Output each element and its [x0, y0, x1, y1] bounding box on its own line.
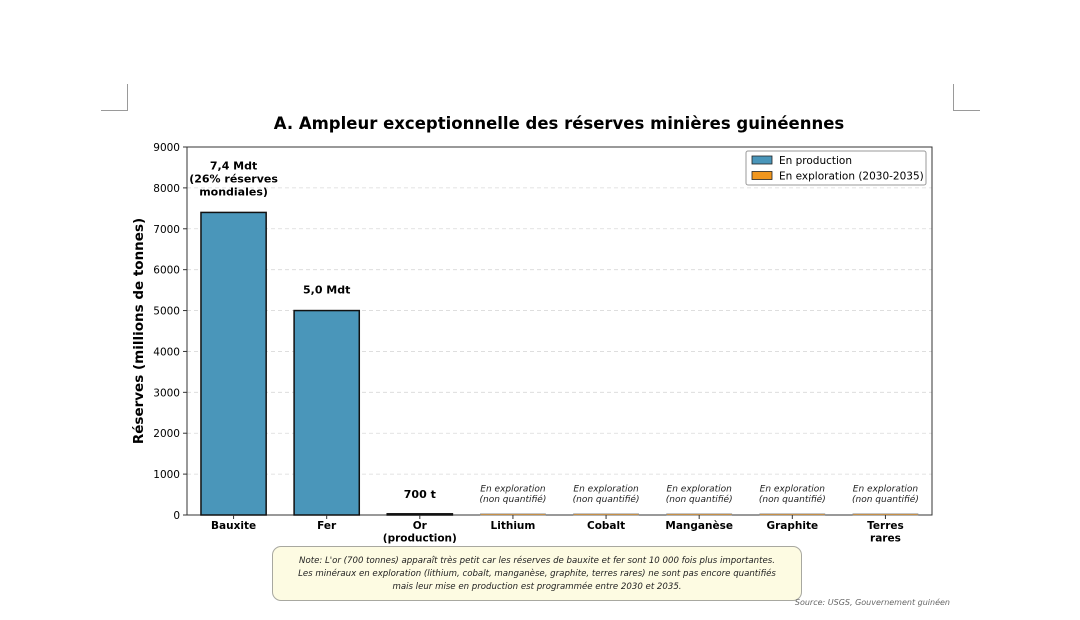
bar-lithium: [480, 514, 545, 515]
value-label: (non quantifié): [572, 495, 640, 505]
value-label: En exploration: [666, 484, 732, 495]
y-tick-label: 7000: [153, 223, 180, 236]
source-credit: Source: USGS, Gouvernement guinéen: [794, 598, 950, 607]
y-tick-label: 5000: [153, 305, 180, 318]
value-label: En exploration: [759, 484, 825, 495]
y-axis-label: Réserves (millions de tonnes): [131, 217, 147, 445]
y-tick-label: 3000: [153, 387, 180, 400]
y-tick-label: 2000: [153, 428, 180, 441]
x-tick-label: Fer: [317, 520, 337, 532]
note-line: Note: L'or (700 tonnes) apparaît très petit car les réserves de bauxite et fer sont 10 000 fois plus importantes.: [299, 556, 775, 566]
legend-label: En exploration (2030-2035): [779, 170, 924, 183]
y-tick-label: 8000: [153, 182, 180, 195]
note-line: Les minéraux en exploration (lithium, cobalt, manganèse, graphite, terres rares) ne sont pas encore quantifiés: [298, 569, 776, 579]
bar-or: [387, 514, 452, 515]
legend-swatch: [752, 172, 772, 180]
x-tick-label: rares: [870, 532, 901, 545]
bar-graphite: [760, 514, 825, 515]
value-label: (non quantifié): [758, 495, 826, 505]
bar-bauxite: [201, 212, 266, 515]
y-tick-label: 0: [173, 510, 180, 522]
legend-label: En production: [779, 155, 853, 167]
value-label: 700 t: [403, 487, 436, 501]
note-box: [272, 546, 802, 601]
bar-terres: [853, 514, 918, 515]
value-label: (26% réserves: [189, 172, 278, 186]
x-tick-label: Terres: [867, 520, 904, 532]
x-tick-label: Bauxite: [211, 520, 257, 532]
x-tick-label: Cobalt: [586, 520, 626, 532]
x-axis-ticks: [211, 515, 904, 545]
bar-manganèse: [667, 514, 732, 515]
value-label: (non quantifié): [665, 495, 733, 505]
chart-title: A. Ampleur exceptionnelle des réserves minières guinéennes: [273, 114, 845, 133]
note-line: mais leur mise en production est programmée entre 2030 et 2035.: [392, 582, 682, 592]
value-label: En exploration: [573, 484, 639, 495]
value-label: En exploration: [852, 484, 919, 495]
legend-swatch: [752, 156, 772, 164]
x-tick-label: Graphite: [766, 520, 819, 532]
legend: [746, 151, 926, 185]
y-tick-label: 4000: [153, 346, 180, 359]
y-tick-label: 6000: [153, 264, 180, 277]
y-tick-label: 1000: [153, 469, 180, 482]
y-axis-ticks: [153, 142, 187, 522]
bar-cobalt: [573, 514, 638, 515]
x-tick-label: Or: [412, 520, 427, 532]
value-label: mondiales): [199, 185, 268, 199]
x-tick-label: (production): [382, 532, 457, 545]
bar-fer: [294, 311, 359, 515]
value-label: (non quantifié): [852, 495, 919, 505]
value-label: En exploration: [480, 484, 546, 495]
bars: [201, 212, 918, 515]
x-tick-label: Manganèse: [665, 520, 733, 532]
value-label: 5,0 Mdt: [302, 283, 351, 297]
value-label: 7,4 Mdt: [209, 159, 258, 173]
value-label: (non quantifié): [479, 495, 547, 505]
x-tick-label: Lithium: [490, 520, 536, 532]
y-tick-label: 9000: [153, 142, 180, 154]
